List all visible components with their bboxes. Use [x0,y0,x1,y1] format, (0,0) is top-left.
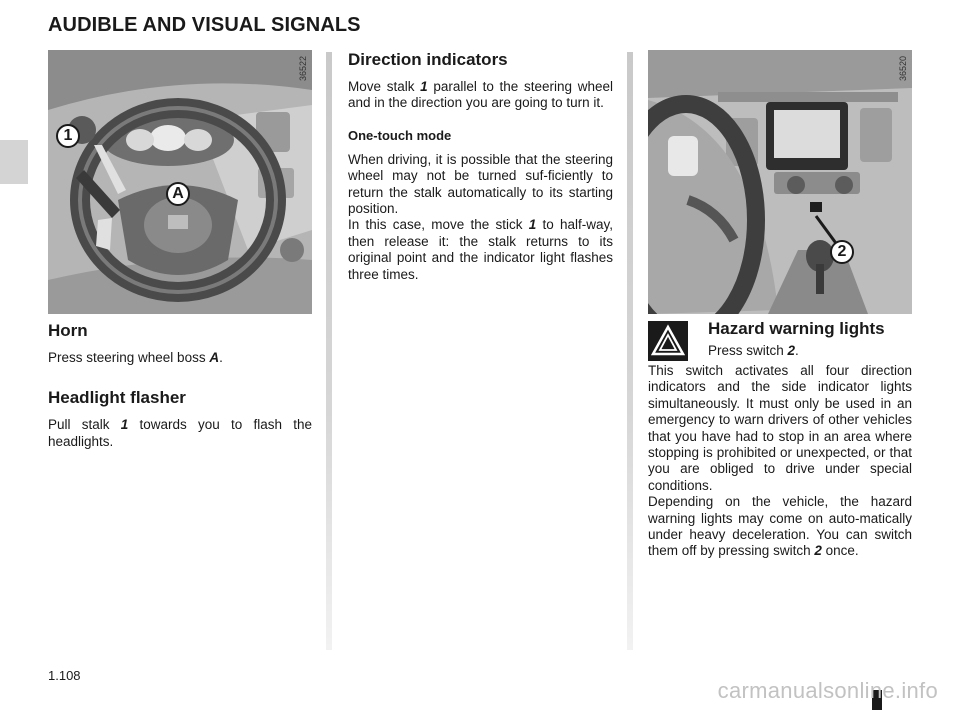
hazard-triangle-icon [648,321,688,361]
hazard-text-2: Depending on the vehicle, the hazard warning lights may come on auto-matically under heavy deceleration. You can switch them off by pressing switch 2 once. [648,494,912,559]
watermark: carmanualsonline.info [717,678,938,703]
ref-a: A [209,350,220,365]
steering-wheel-figure [48,50,312,314]
column-left [48,50,312,450]
page-number: 1.108 [48,668,81,683]
column-right [648,50,912,560]
headlight-flasher-text: Pull stalk 1 towards you to flash the headlights. [48,417,312,449]
horn-heading: Horn [48,321,88,340]
headlight-flasher-heading: Headlight flasher [48,388,186,408]
ref-1: 1 [120,417,129,433]
dashboard-illustration [648,50,912,314]
figure-number: 36522 [298,56,308,82]
figure-number: 36520 [898,56,908,82]
column-middle [348,50,613,283]
callout-2: 2 [830,240,854,264]
ref-2: 2 [814,543,822,559]
callout-1: 1 [56,124,80,148]
column-divider-2 [627,52,633,650]
one-touch-mode-heading: One-touch mode [348,127,452,143]
column-divider-1 [326,52,332,650]
hazard-heading-row [648,319,912,363]
hazard-text-1: This switch activates all four direction indicators and the side indicator lights simultaneously. It must only be used in an emergency to warn drivers of other vehicles that you have had to stop in an area where stopping is prohibited or unexpected, or that you are obliged to drive under special conditions. [648,363,912,493]
one-touch-text-2: In this case, move the stick 1 to half-way, then release it: the stalk returns to its original point and the indicator light flashes three times. [348,217,613,282]
horn-text: Press steering wheel boss A. [48,350,223,365]
one-touch-text-1: When driving, it is possible that the steering wheel may not be turned suf-ficiently to return the stalk automatically to its starting position. [348,151,613,217]
section-tab [0,140,28,184]
ref-2: 2 [787,343,796,358]
callout-a: A [166,182,190,206]
page-title: AUDIBLE AND VISUAL SIGNALS [48,14,361,36]
hazard-lead-text: Press switch 2. [708,343,799,358]
dashboard-figure [648,50,912,314]
direction-indicators-text: Move stalk 1 parallel to the steering wheel and in the direction you are going to turn it. [348,79,613,111]
direction-indicators-heading: Direction indicators [348,50,508,69]
hazard-heading: Hazard warning lights [708,319,885,338]
ref-1: 1 [420,79,428,94]
ref-1: 1 [528,217,537,233]
